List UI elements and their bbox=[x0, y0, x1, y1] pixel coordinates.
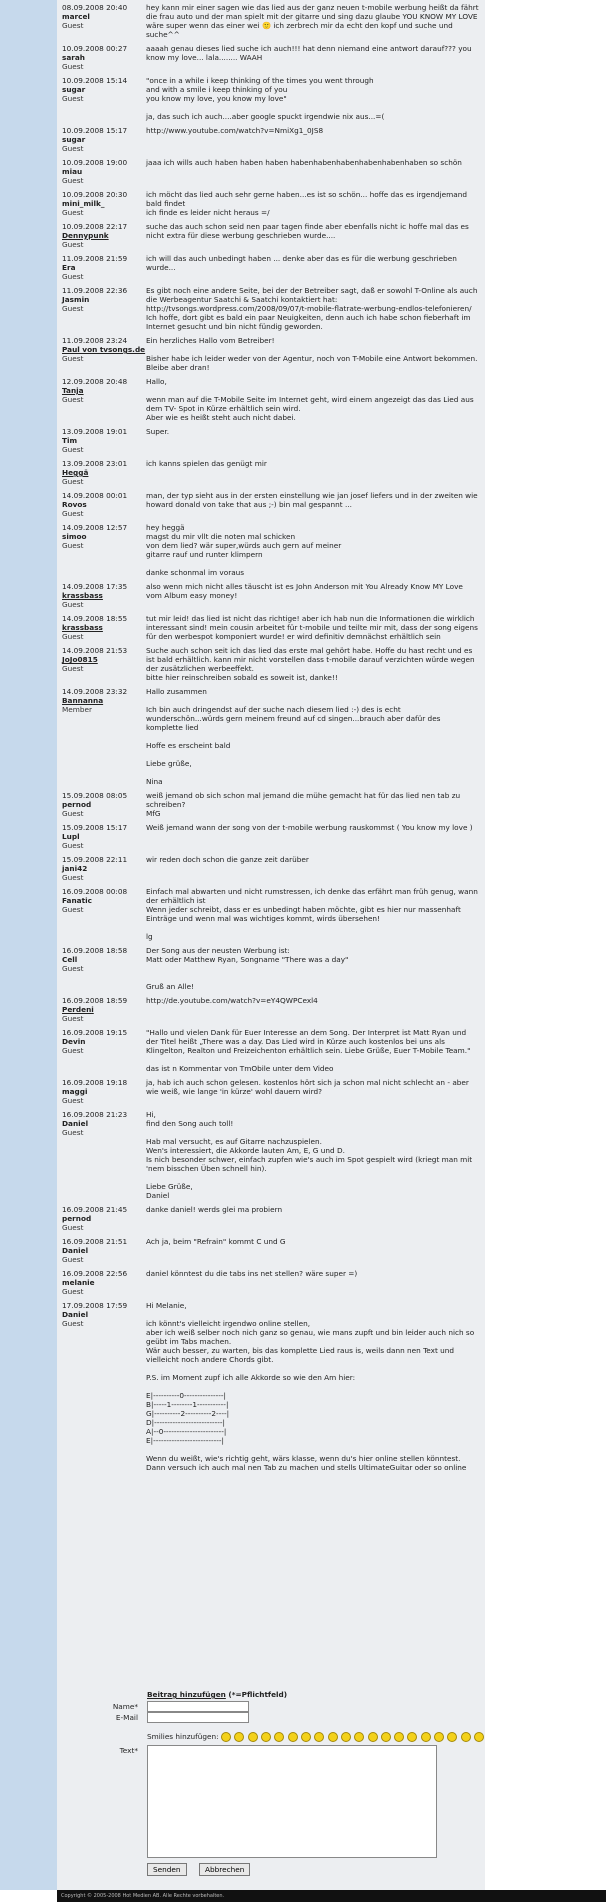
entry-author[interactable]: Perdeni bbox=[62, 1005, 94, 1014]
entry-message: "Hallo und vielen Dank für Euer Interesse an dem Song. Der Interpret ist Matt Ryan und der Titel heißt „There was a day. Das Lied wird in Kürze auch kostenlos bei uns als Klingelton, Realton und Freizeichenton erhältlich sein. Liebe Grüße, Euer T-Mobile Team." das ist n Kommentar von TmObile unter dem Video bbox=[146, 1028, 471, 1073]
entry-author: Rovos bbox=[62, 500, 87, 509]
entry-meta bbox=[60, 190, 146, 217]
entry-message: Hi, find den Song auch toll! Hab mal versucht, es auf Gitarre nachzuspielen. Wen's interessiert, die Akkorde lauten Am, E, G und D. Is nich besonder schwer, einfach zupfen wie's auch im Spot gespielt wird (kriegt man mit 'nem bisschen Üben schnell hin). Liebe Grüße, Daniel bbox=[146, 1110, 473, 1200]
entry-message: man, der typ sieht aus in der ersten einstellung wie jan josef liefers und in der zweiten wie howard donald von take that aus ;-) bin mal gespannt ... bbox=[146, 491, 478, 509]
entry-role: Guest bbox=[62, 509, 84, 518]
entry-role: Guest bbox=[62, 632, 84, 641]
entry-author[interactable]: JoJo0815 bbox=[62, 655, 98, 664]
entry-role: Guest bbox=[62, 445, 84, 454]
entry-message: ich kanns spielen das genügt mir bbox=[146, 459, 267, 468]
entry-meta bbox=[60, 887, 146, 941]
entry-role: Guest bbox=[62, 1287, 84, 1296]
entry-message: http://www.youtube.com/watch?v=NmiXg1_0JS8 bbox=[146, 126, 324, 135]
entry-role: Guest bbox=[62, 395, 84, 404]
entry-date: 16.09.2008 21:23 bbox=[62, 1110, 128, 1119]
entry-meta bbox=[60, 459, 146, 486]
entry-message: daniel könntest du die tabs ins net stellen? wäre super =) bbox=[146, 1269, 358, 1278]
entry-meta bbox=[60, 158, 146, 185]
entry-meta bbox=[60, 823, 146, 850]
entry-author: sugar bbox=[62, 85, 86, 94]
entry-author: maggi bbox=[62, 1087, 88, 1096]
name-label: Name* bbox=[112, 1702, 138, 1711]
guestbook-entry bbox=[60, 1269, 482, 1296]
entry-date: 17.09.2008 17:59 bbox=[62, 1301, 128, 1310]
entry-date: 14.09.2008 17:35 bbox=[62, 582, 128, 591]
entry-message: Hallo, wenn man auf die T-Mobile Seite im Internet geht, wird einem angezeigt das das Lied aus dem TV- Spot in Kürze erhältlich sein wird. Aber wie es heißt steht auch nicht dabei. bbox=[146, 377, 474, 422]
entry-author: simoo bbox=[62, 532, 87, 541]
entry-date: 14.09.2008 21:53 bbox=[62, 646, 128, 655]
entry-date: 10.09.2008 00:27 bbox=[62, 44, 128, 53]
smiley-icon[interactable] bbox=[314, 1732, 324, 1742]
entry-message: Suche auch schon seit ich das lied das erste mal gehört habe. Hoffe du hast recht und es ist bald erhältlich. kann mir nicht vorstellen dass t-mobile darauf verzichten würde wegen der zusätzlichen werbeeffekt. bitte hier reinschreiben sobald es soweit ist, danke!! bbox=[146, 646, 475, 682]
entry-author: sarah bbox=[62, 53, 85, 62]
entry-date: 16.09.2008 18:58 bbox=[62, 946, 128, 955]
left-sidebar-band bbox=[0, 0, 57, 1890]
entry-meta bbox=[60, 1110, 146, 1200]
entry-role: Guest bbox=[62, 94, 84, 103]
smiley-icon[interactable] bbox=[421, 1732, 431, 1742]
entry-message: hey kann mir einer sagen wie das lied aus der ganz neuen t-mobile werbung heißt da fährt die frau auto und der man spielt mit der gitarre und sing dazu glaube YOU KNOW MY LOVE wäre super wenn das einer wei 🙂 ich zerbrech mir da echt den kopf und suche und suche^^ bbox=[146, 3, 479, 39]
entry-date: 16.09.2008 21:51 bbox=[62, 1237, 128, 1246]
entry-date: 14.09.2008 00:01 bbox=[62, 491, 128, 500]
guestbook-entry bbox=[60, 336, 482, 372]
entry-author[interactable]: Dennypunk bbox=[62, 231, 109, 240]
entry-author: Fanatic bbox=[62, 896, 92, 905]
entry-author: Daniel bbox=[62, 1246, 89, 1255]
entry-author: pernod bbox=[62, 1214, 92, 1223]
entry-message: Einfach mal abwarten und nicht rumstressen, ich denke das erfährt man früh genug, wann der erhältlich ist Wenn jeder schreibt, dass er es unbedingt haben möchte, gibt es hier nur massenhaft Einträge und wenn mal was wichtiges kommt, wirds übersehen! lg bbox=[146, 887, 478, 941]
entry-meta bbox=[60, 791, 146, 818]
footer: Copyright © 2005-2008 Hot Medien AB. Alle Rechte vorbehalten. bbox=[57, 1890, 606, 1902]
smiley-icon[interactable] bbox=[248, 1732, 258, 1742]
entry-meta bbox=[60, 855, 146, 882]
entry-author: Devin bbox=[62, 1037, 86, 1046]
entry-role: Guest bbox=[62, 272, 84, 281]
entry-meta bbox=[60, 254, 146, 281]
entry-meta bbox=[60, 1028, 146, 1073]
smiley-icon[interactable] bbox=[274, 1732, 284, 1742]
guestbook-entry bbox=[60, 646, 482, 682]
entry-author[interactable]: Paul von tvsongs.de bbox=[62, 345, 146, 354]
entry-message: ja, hab ich auch schon gelesen. kostenlos hört sich ja schon mal nicht schlecht an - aber wie weiß, wie lange 'in kürze' wohl dauern wird? bbox=[146, 1078, 469, 1096]
entry-message: ich will das auch unbedingt haben ... denke aber das es für die werbung geschrieben wurde... bbox=[146, 254, 457, 272]
entry-role: Guest bbox=[62, 541, 84, 550]
entry-author[interactable]: Heggä bbox=[62, 468, 89, 477]
entry-date: 10.09.2008 19:00 bbox=[62, 158, 128, 167]
entry-date: 16.09.2008 22:56 bbox=[62, 1269, 128, 1278]
entry-message: Weiß jemand wann der song von der t-mobile werbung rauskommst ( You know my love ) bbox=[146, 823, 473, 832]
entry-role: Guest bbox=[62, 600, 84, 609]
guestbook-entry bbox=[60, 1078, 482, 1105]
entry-role: Guest bbox=[62, 208, 84, 217]
entry-date: 08.09.2008 20:40 bbox=[62, 3, 128, 12]
entry-role: Guest bbox=[62, 1014, 84, 1023]
entry-role: Guest bbox=[62, 176, 84, 185]
guestbook-entry bbox=[60, 427, 482, 454]
entry-date: 10.09.2008 22:17 bbox=[62, 222, 128, 231]
entry-meta bbox=[60, 646, 146, 682]
entry-date: 12.09.2008 20:48 bbox=[62, 377, 128, 386]
name-input[interactable] bbox=[147, 1701, 249, 1712]
cancel-button[interactable]: Abbrechen bbox=[199, 1863, 250, 1876]
email-input[interactable] bbox=[147, 1712, 249, 1723]
entry-author: pernod bbox=[62, 800, 92, 809]
entry-role: Guest bbox=[62, 477, 84, 486]
smiley-icon[interactable] bbox=[434, 1732, 444, 1742]
entry-meta bbox=[60, 1078, 146, 1105]
entry-message: ich möcht das lied auch sehr gerne haben...es ist so schön... hoffe das es irgendjemand bald findet ich finde es leider nicht heraus =/ bbox=[146, 190, 468, 217]
guestbook-entry bbox=[60, 222, 482, 249]
entry-meta bbox=[60, 1301, 146, 1472]
entry-message: jaaa ich wills auch haben haben haben habenhabenhabenhabenhabenhaben so schön bbox=[146, 158, 462, 167]
smiley-icon[interactable] bbox=[381, 1732, 391, 1742]
guestbook-list bbox=[60, 3, 482, 1477]
entry-author: Daniel bbox=[62, 1119, 89, 1128]
entry-role: Guest bbox=[62, 1046, 84, 1055]
entry-role: Guest bbox=[62, 144, 84, 153]
entry-meta bbox=[60, 44, 146, 71]
entry-meta bbox=[60, 76, 146, 121]
guestbook-entry bbox=[60, 491, 482, 518]
entry-date: 11.09.2008 21:59 bbox=[62, 254, 128, 263]
entry-author: sugar bbox=[62, 135, 86, 144]
entry-meta bbox=[60, 946, 146, 991]
smiley-icon[interactable] bbox=[288, 1732, 298, 1742]
entry-role: Guest bbox=[62, 240, 84, 249]
entry-meta bbox=[60, 996, 146, 1023]
smiley-icon[interactable] bbox=[461, 1732, 471, 1742]
entry-date: 10.09.2008 20:30 bbox=[62, 190, 128, 199]
entry-date: 15.09.2008 22:11 bbox=[62, 855, 128, 864]
guestbook-entry bbox=[60, 823, 482, 850]
entry-message: Ein herzliches Hallo vom Betreiber! Bisher habe ich leider weder von der Agentur, noch von T-Mobile eine Antwort bekommen. Bleibe aber dran! bbox=[146, 336, 478, 372]
entry-date: 10.09.2008 15:17 bbox=[62, 126, 128, 135]
entry-author[interactable]: Bannanna bbox=[62, 696, 104, 705]
smiley-icon[interactable] bbox=[328, 1732, 338, 1742]
entry-message: weiß jemand ob sich schon mal jemand die mühe gemacht hat für das lied nen tab zu schreiben? MfG bbox=[146, 791, 461, 818]
entry-role: Guest bbox=[62, 964, 84, 973]
smiley-icon[interactable] bbox=[394, 1732, 404, 1742]
guestbook-entry bbox=[60, 582, 482, 609]
guestbook-entry bbox=[60, 614, 482, 641]
guestbook-entry bbox=[60, 996, 482, 1023]
entry-role: Guest bbox=[62, 905, 84, 914]
entry-date: 15.09.2008 08:05 bbox=[62, 791, 128, 800]
entry-role: Guest bbox=[62, 664, 84, 673]
entry-role: Guest bbox=[62, 62, 84, 71]
smiley-icon[interactable] bbox=[474, 1732, 484, 1742]
entry-message: Es gibt noch eine andere Seite, bei der der Betreiber sagt, daß er sowohl T-Online als auch die Werbeagentur Saatchi & Saatchi kontaktiert hat: http://tvsongs.wordpress.com/2008/09/07/t-mobile-flatrate-werbung-endlos-telefonieren/ Ich hoffe, dort gibt es bald ein paar Neuigkeiten, denn auch ich habe schon fieberhaft im Internet gesucht und bin nicht fündig geworden. bbox=[146, 286, 478, 331]
guestbook-entry bbox=[60, 1301, 482, 1472]
guestbook-entry bbox=[60, 887, 482, 941]
entry-message: Hallo zusammen Ich bin auch dringendst auf der suche nach diesem lied :-) des is echt wunderschön...würds gern meinem freund auf cd singen...brauch aber dafür des komplette lied Hoffe es erscheint bald Liebe grüße, Nina bbox=[146, 687, 441, 786]
entry-role: Guest bbox=[62, 1128, 84, 1137]
entry-role: Guest bbox=[62, 873, 84, 882]
entry-meta bbox=[60, 377, 146, 422]
entry-message: danke daniel! werds glei ma probiern bbox=[146, 1205, 283, 1214]
entry-meta bbox=[60, 3, 146, 39]
guestbook-entry bbox=[60, 1028, 482, 1073]
entry-author: Jasmin bbox=[62, 295, 90, 304]
entry-date: 11.09.2008 23:24 bbox=[62, 336, 128, 345]
entry-message: tut mir leid! das lied ist nicht das richtige! aber ich hab nun die Informationen die wirklich interessant sind! mein cousin arbeitet für t-mobile und teilte mir mit, dass der song eigens für den werbespot komponiert wurde! er wird definitiv demnächst erhältlich sein bbox=[146, 614, 478, 641]
guestbook-entry bbox=[60, 687, 482, 786]
entry-message: "once in a while i keep thinking of the times you went through and with a smile i keep thinking of you you know my love, you know my love" ja, das such ich auch....aber google spuckt irgendwie nix aus...=( bbox=[146, 76, 385, 121]
entry-message: Super. bbox=[146, 427, 170, 436]
entry-author: Era bbox=[62, 263, 76, 272]
entry-date: 13.09.2008 19:01 bbox=[62, 427, 128, 436]
smilies-label: Smilies hinzufügen: bbox=[147, 1732, 219, 1741]
guestbook-entry bbox=[60, 946, 482, 991]
guestbook-entry bbox=[60, 791, 482, 818]
guestbook-entry bbox=[60, 459, 482, 486]
text-area[interactable] bbox=[147, 1745, 437, 1858]
entry-meta bbox=[60, 582, 146, 609]
entry-author: Lupl bbox=[62, 832, 80, 841]
entry-date: 14.09.2008 18:55 bbox=[62, 614, 128, 623]
right-margin bbox=[485, 0, 606, 1890]
entry-role: Guest bbox=[62, 304, 84, 313]
entry-role: Guest bbox=[62, 1255, 84, 1264]
entry-author: Cell bbox=[62, 955, 78, 964]
entry-meta bbox=[60, 491, 146, 518]
entry-role: Guest bbox=[62, 1223, 84, 1232]
guestbook-entry bbox=[60, 855, 482, 882]
send-button[interactable]: Senden bbox=[147, 1863, 187, 1876]
guestbook-entry bbox=[60, 1237, 482, 1264]
entry-author[interactable]: Tanja bbox=[62, 386, 84, 395]
entry-message: also wenn mich nicht alles täuscht ist es John Anderson mit You Already Know MY Love vom Album easy money! bbox=[146, 582, 463, 600]
entry-role: Guest bbox=[62, 1096, 84, 1105]
email-label: E-Mail bbox=[115, 1713, 138, 1722]
entry-date: 16.09.2008 19:18 bbox=[62, 1078, 128, 1087]
guestbook-entry bbox=[60, 126, 482, 153]
entry-message: aaaah genau dieses lied suche ich auch!!! hat denn niemand eine antwort darauf??? you know my love... lala........ WAAH bbox=[146, 44, 472, 62]
smiley-icon[interactable] bbox=[354, 1732, 364, 1742]
entry-author: Daniel bbox=[62, 1310, 89, 1319]
entry-date: 16.09.2008 19:15 bbox=[62, 1028, 128, 1037]
guestbook-entry bbox=[60, 1110, 482, 1200]
entry-date: 15.09.2008 15:17 bbox=[62, 823, 128, 832]
entry-date: 16.09.2008 00:08 bbox=[62, 887, 128, 896]
entry-role: Member bbox=[62, 705, 93, 714]
entry-date: 14.09.2008 23:32 bbox=[62, 687, 128, 696]
entry-meta bbox=[60, 427, 146, 454]
entry-role: Guest bbox=[62, 1319, 84, 1328]
entry-date: 10.09.2008 15:14 bbox=[62, 76, 128, 85]
entry-date: 11.09.2008 22:36 bbox=[62, 286, 128, 295]
entry-author: jani42 bbox=[62, 864, 88, 873]
guestbook-entry bbox=[60, 286, 482, 331]
entry-role: Guest bbox=[62, 354, 84, 363]
entry-meta bbox=[60, 614, 146, 641]
entry-meta bbox=[60, 687, 146, 786]
form-title: Beitrag hinzufügen (*=Pflichtfeld) bbox=[147, 1690, 288, 1699]
entry-meta bbox=[60, 1237, 146, 1264]
entry-message: wir reden doch schon die ganze zeit darüber bbox=[146, 855, 309, 864]
entry-message: Hi Melanie, ich könnt's vielleicht irgendwo online stellen, aber ich weiß selber noch nich ganz so genau, wie mans zupft und bin leider auch nich so geübt im Tabs machen. Wär auch besser, zu warten, bis das komplette Lied raus is, weils dann nen Text und vielleicht noch andere Chords gibt. P.S. im Moment zupf ich alle Akkorde so wie den Am hier: E|----------0---------------| B|-----1--------1-----------| G|----------2----------2----| D|--------------------------| A|--0-----------------------| E|--------------------------| Wenn du weißt, wie's richtig geht, wärs klasse, wenn du's hier online stellen könntest. Dann versuch ich auch mal nen Tab zu machen und stells UltimateGuitar oder so online bbox=[146, 1301, 475, 1472]
smiley-icon[interactable] bbox=[261, 1732, 271, 1742]
smiley-icon[interactable] bbox=[407, 1732, 417, 1742]
entry-role: Guest bbox=[62, 841, 84, 850]
entry-message: http://de.youtube.com/watch?v=eY4QWPCexl4 bbox=[146, 996, 318, 1005]
entry-message: Ach ja, beim "Refrain" kommt C und G bbox=[146, 1237, 286, 1246]
entry-meta bbox=[60, 222, 146, 249]
entry-meta bbox=[60, 126, 146, 153]
entry-meta bbox=[60, 1205, 146, 1232]
entry-meta bbox=[60, 523, 146, 577]
smiley-icon[interactable] bbox=[341, 1732, 351, 1742]
smiley-icon[interactable] bbox=[447, 1732, 457, 1742]
entry-author[interactable]: krassbass bbox=[62, 591, 103, 600]
guestbook-entry bbox=[60, 3, 482, 39]
entry-role: Guest bbox=[62, 21, 84, 30]
entry-author: miau bbox=[62, 167, 83, 176]
entry-date: 16.09.2008 18:59 bbox=[62, 996, 128, 1005]
guestbook-entry bbox=[60, 44, 482, 71]
entry-message: hey heggä magst du mir vllt die noten mal schicken von dem lied? wär super,würds auch gern auf meiner gitarre rauf und runter klimpern danke schonmal im voraus bbox=[146, 523, 342, 577]
entry-author: mini_milk_ bbox=[62, 199, 105, 208]
entry-author[interactable]: krassbass bbox=[62, 623, 103, 632]
smilies-row bbox=[147, 1732, 485, 1742]
guestbook-entry bbox=[60, 76, 482, 121]
entry-message: suche das auch schon seid nen paar tagen finde aber ebenfalls nicht ic hoffe mal das es nicht extra für diese werbung geschrieben wurde.... bbox=[146, 222, 469, 240]
entry-date: 16.09.2008 21:45 bbox=[62, 1205, 128, 1214]
entry-message: Der Song aus der neusten Werbung ist: Matt oder Matthew Ryan, Songname "There was a day" Gruß an Alle! bbox=[146, 946, 349, 991]
guestbook-entry bbox=[60, 377, 482, 422]
entry-date: 13.09.2008 23:01 bbox=[62, 459, 128, 468]
smiley-icon[interactable] bbox=[234, 1732, 244, 1742]
guestbook-entry bbox=[60, 158, 482, 185]
entry-role: Guest bbox=[62, 809, 84, 818]
entry-author: marcel bbox=[62, 12, 90, 21]
smiley-icon[interactable] bbox=[368, 1732, 378, 1742]
entry-meta bbox=[60, 1269, 146, 1296]
entry-meta bbox=[60, 336, 146, 372]
guestbook-entry bbox=[60, 523, 482, 577]
smiley-icon[interactable] bbox=[221, 1732, 231, 1742]
guestbook-entry bbox=[60, 254, 482, 281]
guestbook-entry bbox=[60, 1205, 482, 1232]
entry-date: 14.09.2008 12:57 bbox=[62, 523, 128, 532]
entry-author: Tim bbox=[62, 436, 78, 445]
guestbook-entry bbox=[60, 190, 482, 217]
entry-author: melanie bbox=[62, 1278, 95, 1287]
entry-meta bbox=[60, 286, 146, 331]
text-label: Text* bbox=[119, 1746, 138, 1755]
smiley-icon[interactable] bbox=[301, 1732, 311, 1742]
